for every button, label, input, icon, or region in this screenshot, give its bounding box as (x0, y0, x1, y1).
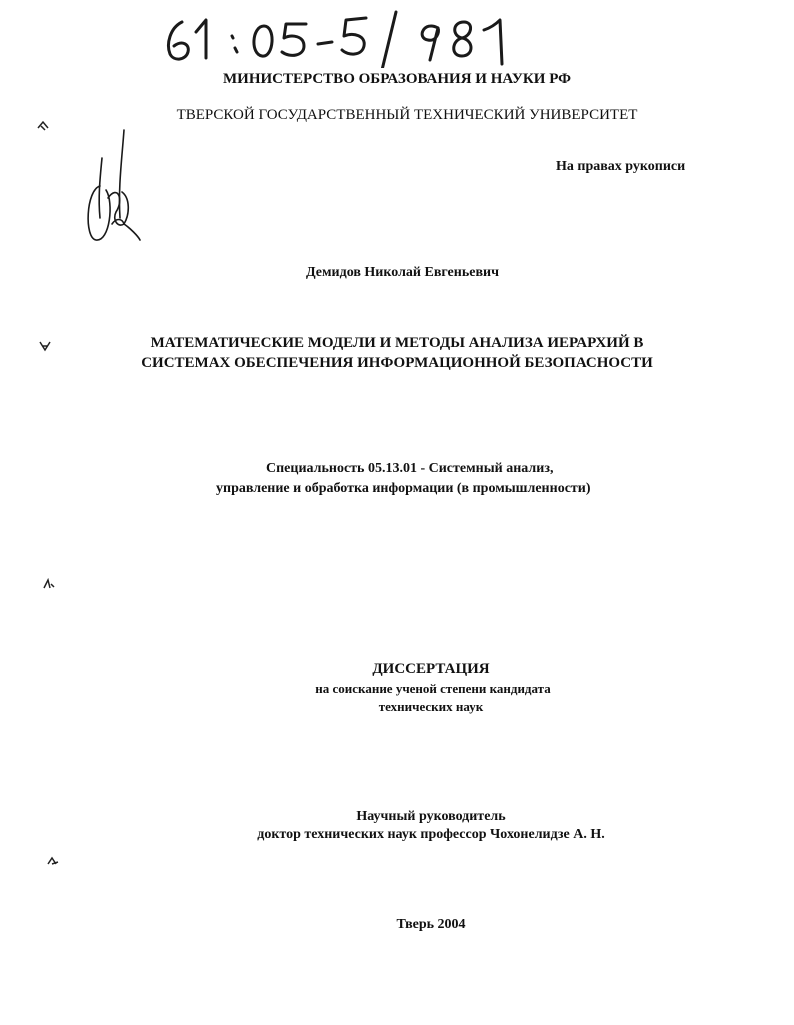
dissertation-title-line-2: СИСТЕМАХ ОБЕСПЕЧЕНИЯ ИНФОРМАЦИОННОЙ БЕЗОПАСНОСТИ (141, 355, 653, 371)
handwritten-archive-number (160, 8, 520, 68)
margin-mark-2 (38, 340, 52, 352)
dissertation-title-line-1: МАТЕМАТИЧЕСКИЕ МОДЕЛИ И МЕТОДЫ АНАЛИЗА ИЕРАРХИЙ В (150, 335, 644, 351)
specialty-line-2: управление и обработка информации (в промышленности) (216, 481, 591, 496)
dissertation-heading: ДИССЕРТАЦИЯ (372, 661, 490, 677)
ministry-heading: МИНИСТЕРСТВО ОБРАЗОВАНИЯ И НАУКИ РФ (223, 71, 571, 87)
manuscript-note: На правах рукописи (556, 159, 686, 174)
degree-line-2: технических наук (378, 699, 484, 714)
supervisor-name: доктор технических наук профессор Чохонелидзе А. Н. (257, 827, 605, 842)
place-year: Тверь 2004 (396, 917, 466, 932)
margin-mark-1 (36, 120, 50, 132)
degree-line-1: на соискание ученой степени кандидата (315, 681, 551, 696)
supervisor-label: Научный руководитель (356, 809, 506, 824)
handwritten-signature (84, 128, 148, 248)
university-name: ТВЕРСКОЙ ГОСУДАРСТВЕННЫЙ ТЕХНИЧЕСКИЙ УНИВЕРСИТЕТ (176, 107, 638, 123)
margin-mark-4 (46, 856, 60, 868)
author-name: Демидов Николай Евгеньевич (306, 265, 499, 280)
margin-mark-3 (42, 578, 56, 590)
specialty-line-1: Специальность 05.13.01 - Системный анализ, (266, 461, 554, 476)
